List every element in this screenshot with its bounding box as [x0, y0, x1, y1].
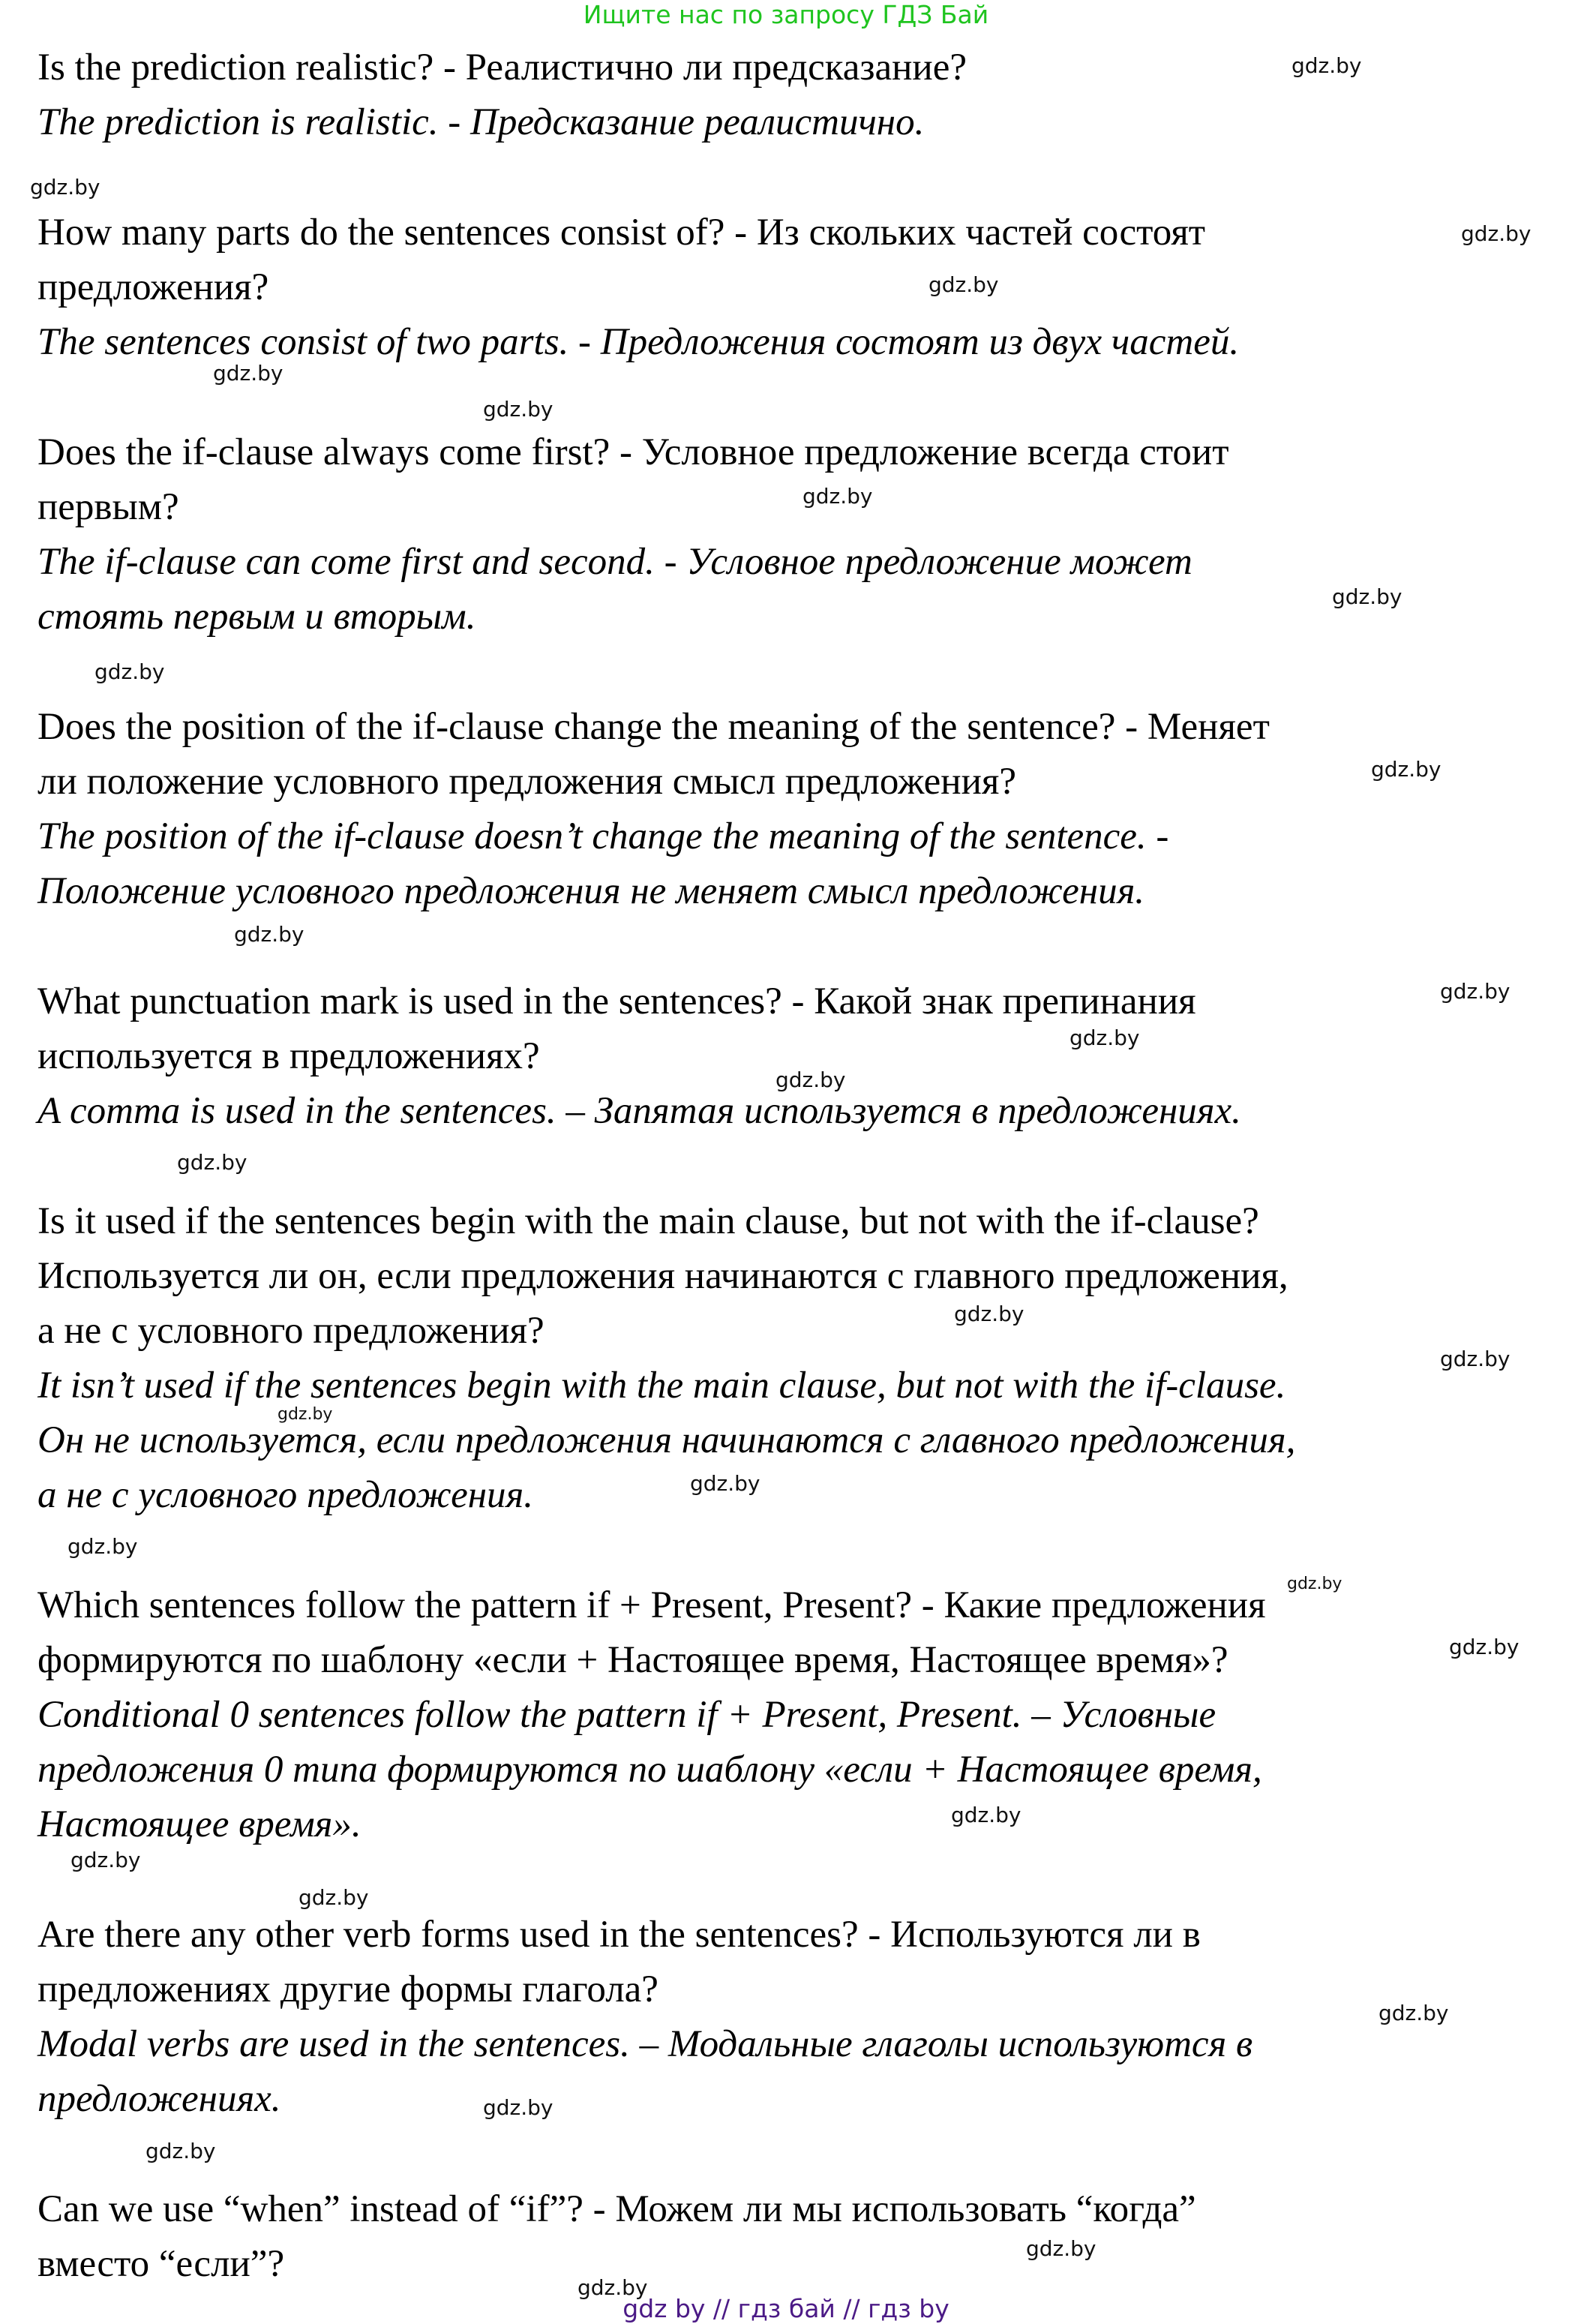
answer-line: The if-clause can come first and second. - Условное предложение может — [38, 541, 1192, 583]
watermark: gdz.by — [1440, 1347, 1510, 1371]
answer-line: предложениях. — [38, 2078, 281, 2120]
watermark: gdz.by — [951, 1803, 1022, 1827]
question-line: How many parts do the sentences consist of? - Из скольких частей состоят — [38, 212, 1206, 254]
watermark: gdz.by — [298, 1885, 369, 1910]
answer-line: The position of the if-clause doesn’t change the meaning of the sentence. - — [38, 815, 1169, 857]
answer-line: A comma is used in the sentences. – Запятая используется в предложениях. — [38, 1090, 1241, 1132]
answer-line: Conditional 0 sentences follow the pattern if + Present, Present. – Условные — [38, 1694, 1216, 1736]
search-hint-banner: Ищите нас по запросу ГДЗ Бай — [583, 0, 989, 29]
watermark: gdz.by — [1378, 2001, 1449, 2025]
watermark: gdz.by — [578, 2275, 648, 2300]
question-line: Can we use “when” instead of “if”? - Можем ли мы использовать “когда” — [38, 2188, 1196, 2230]
question-line: Используется ли он, если предложения начинаются с главного предложения, — [38, 1255, 1288, 1297]
watermark: gdz.by — [146, 2139, 216, 2163]
answer-line: Настоящее время». — [38, 1803, 362, 1845]
watermark: gdz.by — [802, 484, 873, 509]
watermark: gdz.by — [1292, 53, 1362, 78]
watermark: gdz.by — [234, 922, 304, 947]
watermark: gdz.by — [483, 397, 554, 422]
watermark: gdz.by — [1461, 221, 1532, 246]
site-footer-banner: gdz by // гдз бай // гдз by — [622, 2294, 950, 2323]
watermark: gdz.by — [68, 1534, 138, 1559]
watermark: gdz.by — [1287, 1575, 1342, 1593]
answer-line: It isn’t used if the sentences begin with the main clause, but not with the if-clause. — [38, 1365, 1286, 1407]
question-line: предложениях другие формы глагола? — [38, 1968, 658, 2010]
question-line: предложения? — [38, 266, 269, 308]
watermark: gdz.by — [1440, 979, 1510, 1004]
watermark: gdz.by — [94, 659, 165, 684]
question-line: ли положение условного предложения смысл предложения? — [38, 761, 1016, 803]
watermark: gdz.by — [1449, 1635, 1520, 1659]
watermark: gdz.by — [776, 1067, 846, 1092]
answer-line: предложения 0 типа формируются по шаблону «если + Настоящее время, — [38, 1749, 1262, 1791]
question-line: Is the prediction realistic? - Реалистично ли предсказание? — [38, 47, 967, 89]
watermark: gdz.by — [30, 175, 100, 200]
question-line: Is it used if the sentences begin with the main clause, but not with the if-clause? — [38, 1200, 1259, 1242]
answer-line: Modal verbs are used in the sentences. – Модальные глаголы используются в — [38, 2023, 1253, 2065]
watermark: gdz.by — [177, 1150, 248, 1175]
question-line: первым? — [38, 486, 179, 528]
question-line: формируются по шаблону «если + Настоящее время, Настоящее время»? — [38, 1639, 1228, 1681]
watermark: gdz.by — [690, 1471, 760, 1496]
watermark: gdz.by — [213, 361, 284, 386]
watermark: gdz.by — [1070, 1025, 1140, 1050]
question-line: вместо “если”? — [38, 2243, 285, 2285]
watermark: gdz.by — [928, 272, 999, 297]
question-line: What punctuation mark is used in the sentences? - Какой знак препинания — [38, 980, 1196, 1022]
answer-line: Он не используется, если предложения начинаются с главного предложения, — [38, 1419, 1296, 1461]
watermark: gdz.by — [1332, 584, 1402, 609]
question-line: а не с условного предложения? — [38, 1310, 544, 1352]
watermark: gdz.by — [70, 1848, 141, 1872]
watermark: gdz.by — [1026, 2236, 1096, 2261]
watermark: gdz.by — [954, 1302, 1024, 1326]
watermark: gdz.by — [483, 2095, 554, 2120]
answer-line: The prediction is realistic. - Предсказание реалистично. — [38, 101, 925, 143]
answer-line: стоять первым и вторым. — [38, 596, 476, 638]
watermark: gdz.by — [278, 1405, 333, 1424]
watermark: gdz.by — [1371, 757, 1442, 782]
question-line: Which sentences follow the pattern if + Present, Present? - Какие предложения — [38, 1584, 1266, 1626]
answer-line: а не с условного предложения. — [38, 1474, 533, 1516]
question-line: Does the position of the if-clause change the meaning of the sentence? - Меняет — [38, 706, 1270, 748]
answer-line: Положение условного предложения не меняет смысл предложения. — [38, 870, 1145, 912]
question-line: Are there any other verb forms used in the sentences? - Используются ли в — [38, 1914, 1201, 1956]
question-line: Does the if-clause always come first? - Условное предложение всегда стоит — [38, 431, 1229, 473]
question-line: используется в предложениях? — [38, 1035, 540, 1077]
answer-line: The sentences consist of two parts. - Предложения состоят из двух частей. — [38, 321, 1240, 363]
